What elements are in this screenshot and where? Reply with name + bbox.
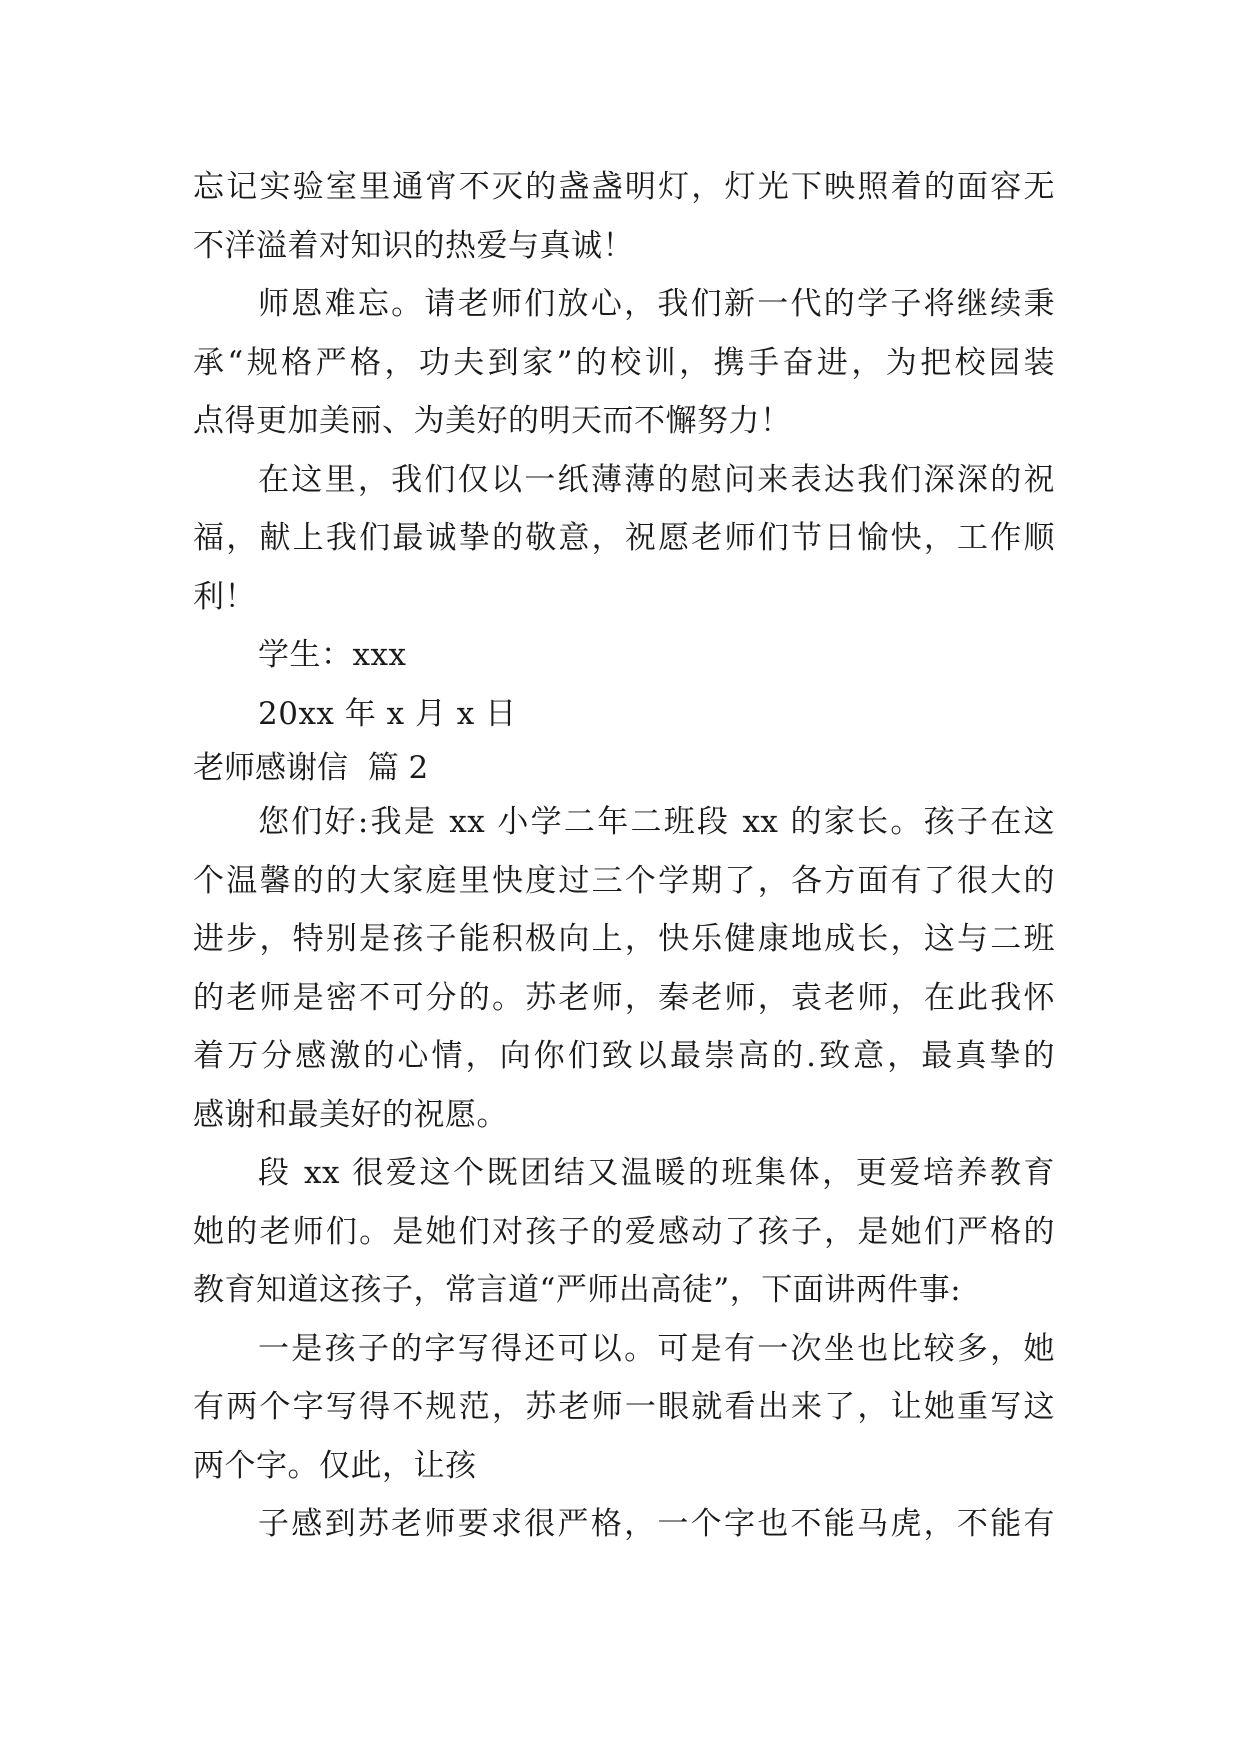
section-heading: 老师感谢信 篇 2 xyxy=(193,750,429,786)
date-line: 20xx 年 x 月 x 日 xyxy=(258,695,517,732)
text-line: 有两个字写得不规范，苏老师一眼就看出来了，让她重写这 xyxy=(193,1389,1055,1425)
paragraph-start-line: 师恩难忘。请老师们放心，我们新一代的学子将继续秉 xyxy=(258,286,1055,322)
text-line: 个温馨的的大家庭里快度过三个学期了，各方面有了很大的 xyxy=(193,862,1055,899)
text-line: 承“规格严格，功夫到家”的校训，携手奋进，为把校园装 xyxy=(193,344,1055,381)
text-line: 福，献上我们最诚挚的敬意，祝愿老师们节日愉快，工作顺 xyxy=(193,520,1055,556)
text-line: 点得更加美丽、为美好的明天而不懈努力！ xyxy=(193,403,792,439)
text-line: 的老师是密不可分的。苏老师，秦老师，袁老师，在此我怀 xyxy=(193,979,1055,1016)
text-line: 教育知道这孩子，常言道“严师出高徒”，下面讲两件事: xyxy=(193,1272,962,1308)
text-line: 进步，特别是孩子能积极向上，快乐健康地成长，这与二班 xyxy=(193,921,1055,957)
text-line: 着万分感激的心情，向你们致以最崇高的.致意，最真挚的 xyxy=(193,1038,1055,1074)
paragraph-start-line: 段 xx 很爱这个既团结又温暖的班集体，更爱培养教育 xyxy=(258,1155,1055,1191)
paragraph-start-line: 在这里，我们仅以一纸薄薄的慰问来表达我们深深的祝 xyxy=(258,461,1055,498)
text-line: 她的老师们。是她们对孩子的爱感动了孩子，是她们严格的 xyxy=(193,1213,1055,1250)
text-line: 感谢和最美好的祝愿。 xyxy=(193,1096,508,1133)
paragraph-start-line: 您们好:我是 xx 小学二年二班段 xx 的家长。孩子在这 xyxy=(258,804,1055,840)
text-line: 两个字。仅此，让孩 xyxy=(193,1447,477,1484)
document-body xyxy=(193,158,1055,1554)
signature-line: 学生：xxx xyxy=(258,637,407,673)
text-line: 忘记实验室里通宵不灭的盏盏明灯，灯光下映照着的面容无 xyxy=(193,169,1055,205)
text-line: 不洋溢着对知识的热爱与真诚！ xyxy=(193,227,634,264)
text-line: 利！ xyxy=(193,578,256,615)
paragraph-start-line: 子感到苏老师要求很严格，一个字也不能马虎，不能有 xyxy=(258,1506,1055,1542)
paragraph-start-line: 一是孩子的字写得还可以。可是有一次坐也比较多，她 xyxy=(258,1330,1055,1367)
